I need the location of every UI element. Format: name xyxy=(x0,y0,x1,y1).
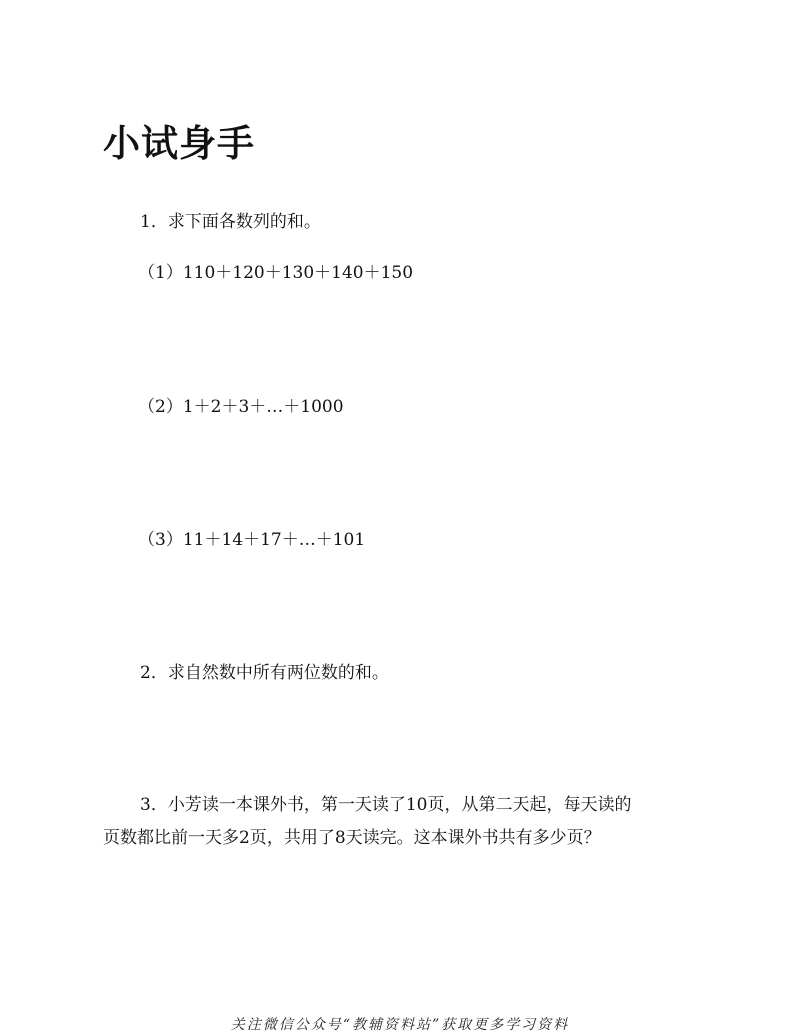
question-1-part-3: （3）11＋14＋17＋…＋101 xyxy=(138,530,366,550)
footer-note: 关注微信公众号“教辅资料站”获取更多学习资料 xyxy=(230,1017,570,1033)
question-1-stem: 1．求下面各数列的和。 xyxy=(140,212,321,232)
question-2-stem: 2．求自然数中所有两位数的和。 xyxy=(140,663,389,683)
question-1-part-2: （2）1＋2＋3＋…＋1000 xyxy=(138,397,344,417)
page-title: 小试身手 xyxy=(103,122,255,165)
question-3-line-1: 3．小芳读一本课外书，第一天读了10页，从第二天起，每天读的 xyxy=(140,795,632,815)
question-1-part-1: （1）110＋120＋130＋140＋150 xyxy=(138,263,414,283)
question-3-line-2: 页数都比前一天多2页，共用了8天读完。这本课外书共有多少页？ xyxy=(103,828,601,848)
